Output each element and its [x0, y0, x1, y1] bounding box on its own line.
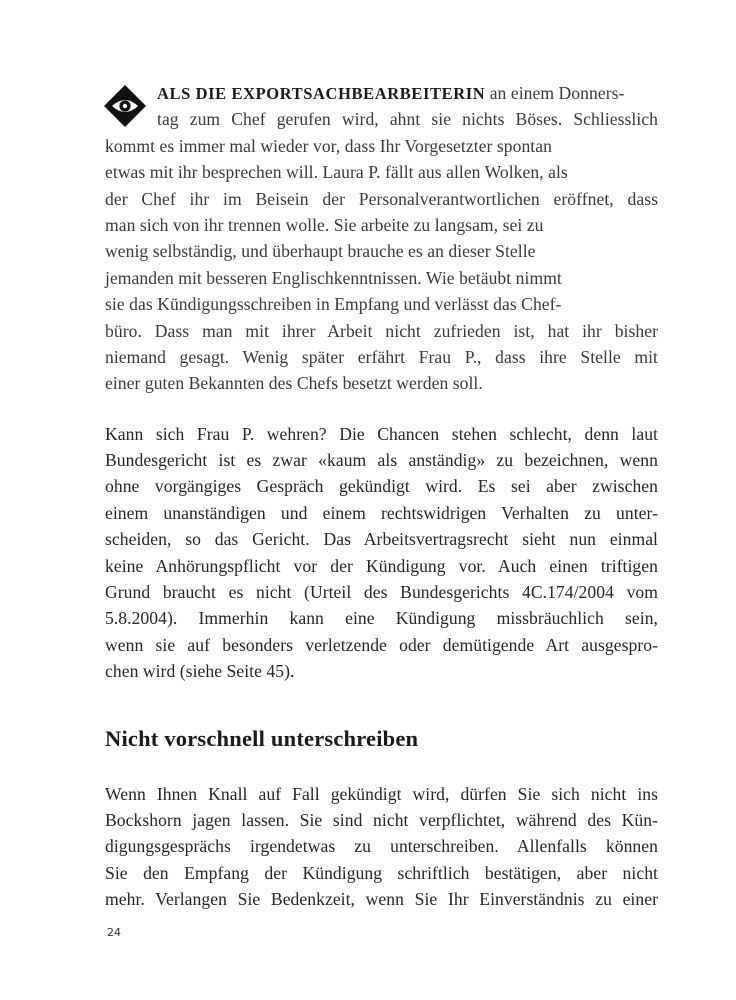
text-line: ohne vorgängiges Gespräch gekündigt wird. Es sei aber zwischen [105, 476, 658, 497]
eye-icon [103, 84, 147, 128]
text-line: digungsgesprächs irgendetwas zu unterschreiben. Allenfalls können [105, 836, 658, 857]
text-line: niemand gesagt. Wenig später erfährt Frau P., dass ihre Stelle mit [105, 346, 658, 367]
text-line: wenig selbständig, und überhaupt brauche es an dieser Stelle [105, 241, 536, 262]
section-heading: Nicht vorschnell unterschreiben [105, 725, 419, 751]
page-body [105, 80, 658, 913]
text-line: Wenn Ihnen Knall auf Fall gekündigt wird, dürfen Sie sich nicht ins [105, 783, 658, 804]
text-line: etwas mit ihr besprechen will. Laura P. fällt aus allen Wolken, als [105, 162, 568, 183]
text-line: chen wird (siehe Seite 45). [105, 661, 295, 682]
text-line: scheiden, so das Gericht. Das Arbeitsvertragsrecht sieht nun einmal [105, 529, 658, 550]
lead-in-caps: ALS DIE EXPORTSACHBEARBEITERIN [157, 84, 486, 103]
text-line: büro. Dass man mit ihrer Arbeit nicht zufrieden ist, hat ihr bisher [105, 320, 658, 341]
text-line: der Chef ihr im Beisein der Personalverantwortlichen eröffnet, dass [105, 188, 658, 209]
text-line: kommt es immer mal wieder vor, dass Ihr Vorgesetzter spontan [105, 135, 552, 156]
text-line: Grund braucht es nicht (Urteil des Bundesgerichts 4C.174/2004 vom [105, 582, 658, 603]
text-line: man sich von ihr trennen wolle. Sie arbeite zu langsam, sei zu [105, 214, 544, 235]
paragraph [105, 781, 658, 913]
text-line: jemanden mit besseren Englischkenntnissen. Wie betäubt nimmt [105, 267, 562, 288]
text-line: einer guten Bekannten des Chefs besetzt werden soll. [105, 373, 483, 394]
text-line: wenn sie auf besonders verletzende oder demütigende Art ausgespro- [105, 634, 658, 655]
text-line: sie das Kündigungsschreiben in Empfang und verlässt das Chef- [105, 294, 562, 315]
text-line: Sie den Empfang der Kündigung schriftlich bestätigen, aber nicht [105, 862, 658, 883]
text-line: Bundesgericht ist es zwar «kaum als anständig» zu bezeichnen, wenn [105, 450, 658, 471]
text-line: keine Anhörungspflicht vor der Kündigung vor. Auch einen triftigen [105, 555, 658, 576]
paragraph [105, 421, 658, 685]
intro-paragraph [105, 80, 658, 397]
text-line: tag zum Chef gerufen wird, ahnt sie nichts Böses. Schliesslich [157, 109, 658, 130]
text-line: Bockshorn jagen lassen. Sie sind nicht verpflichtet, während des Kün- [105, 809, 658, 830]
text-line: mehr. Verlangen Sie Bedenkzeit, wenn Sie Ihr Einverständnis zu einer [105, 889, 658, 910]
page-number: 24 [107, 926, 121, 939]
text-line: einem unanständigen und einem rechtswidrigen Verhalten zu unter- [105, 502, 658, 523]
text-line: 5.8.2004). Immerhin kann eine Kündigung missbräuchlich sein, [105, 608, 658, 629]
text-line: ALS DIE EXPORTSACHBEARBEITERIN an einem Donners- [157, 83, 625, 103]
text-line: Kann sich Frau P. wehren? Die Chancen stehen schlecht, denn laut [105, 423, 658, 444]
